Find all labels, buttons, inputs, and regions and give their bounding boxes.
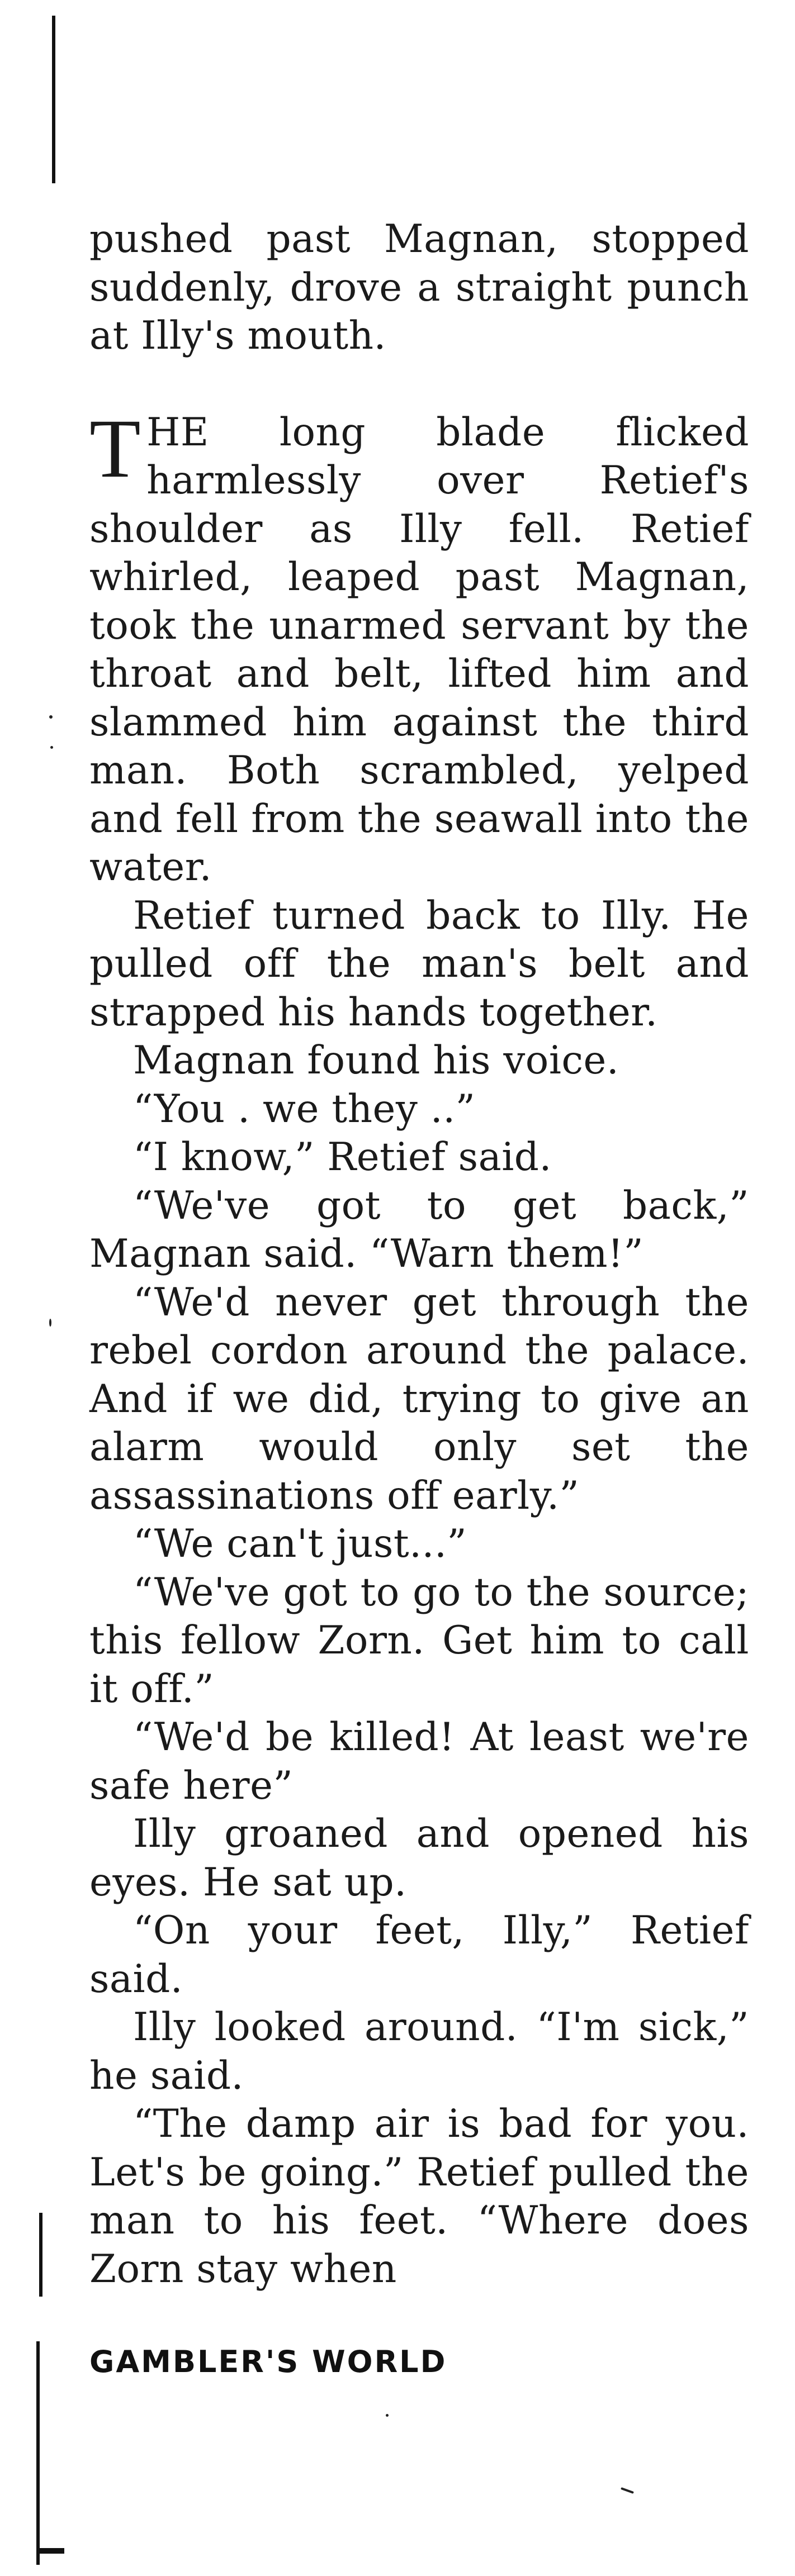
text-column [89,215,749,2293]
paragraph: Illy groaned and opened his eyes. He sat up. [89,1812,749,1905]
scan-speck [386,2414,389,2417]
paragraph: “We'd never get through the rebel cordon around the palace. And if we did, trying to give an alarm would only set the assassinations off early.” [89,1280,749,1518]
drop-cap: T [89,402,141,495]
paragraph: Retief turned back to Illy. He pulled off the man's belt and strapped his hands together. [89,893,749,1035]
paragraph: “We've got to get back,” Magnan said. “Warn them!” [89,1183,749,1276]
opening-paragraph: pushed past Magnan, stopped suddenly, drove a straight punch at Illy's mouth. [89,217,749,358]
running-footer-title: GAMBLER'S WORLD [89,2344,447,2379]
paragraph: “The damp air is bad for you. Let's be going.” Retief pulled the man to his feet. “Where does Zorn stay when [89,2102,749,2292]
paragraph: “I know,” Retief said. [133,1135,552,1180]
paragraph: “We can't just...” [133,1522,467,1566]
scan-speck [50,746,53,749]
margin-rule-foot [36,2548,64,2554]
scan-speck [621,2487,634,2494]
paragraph: Illy looked around. “I'm sick,” he said. [89,2005,749,2098]
margin-rule-bottom [39,2213,42,2297]
paragraph: “We'd be killed! At least we're safe here” [89,1715,749,1808]
scan-speck [49,1319,51,1327]
scan-speck [49,715,53,719]
paragraph: “On your feet, Illy,” Retief said. [89,1908,749,2002]
section-paragraph-text: HE long blade flicked harmlessly over Retief's shoulder as Illy fell. Retief whirled, leaped past Magnan, took the unarmed servant by the throat and belt, lifted him and slammed him against the third man. Both scrambled, yelped and fell from the seawall into the water. [89,410,749,890]
paragraph: Magnan found his voice. [133,1038,619,1083]
margin-rule-corner [36,2341,40,2565]
paragraph: “We've got to go to the source; this fellow Zorn. Get him to call it off.” [89,1570,749,1712]
paragraph: “You . we they ..” [133,1086,476,1132]
margin-rule-top [52,16,55,183]
section-paragraph [89,402,749,892]
